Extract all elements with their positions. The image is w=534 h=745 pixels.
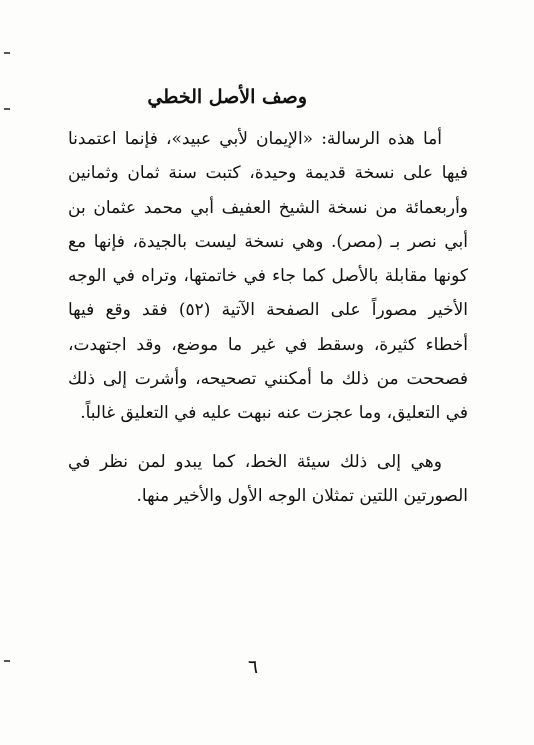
page-number: ٦ <box>247 656 259 678</box>
scan-speck <box>4 660 10 662</box>
section-heading: وصف الأصل الخطي <box>147 86 307 108</box>
paragraph-manuscript-description: أما هذه الرسالة: «الإيمان لأبي عبيد»، فإنما اعتمدنا فيها على نسخة قديمة وحيدة، كتبت سنة ثمان وثمانين وأربعمائة من نسخة الشيخ العفيف أبي محمد عثمان بن أبي نصر بـ (مصر). وهي نسخة ليست بالجيدة، فإنها مع كونها مقابلة بالأصل كما جاء في خاتمتها، وتراه في الوجه الأخير مصوراً على الصفحة الآتية (٥٢) فقد وقع فيها أخطاء كثيرة، وسقط في غير ما موضع، وقد اجتهدت، فصححت من ذلك ما أمكنني تصحيحه، وأشرت إلى ذلك في التعليق، وما عجزت عنه نبهت عليه في التعليق غالباً. <box>68 129 468 424</box>
scan-speck <box>4 108 10 110</box>
scan-speck <box>4 52 10 54</box>
body-text <box>68 122 468 513</box>
paragraph-handwriting-note: وهي إلى ذلك سيئة الخط، كما يبدو لمن نظر في الصورتين اللتين تمثلان الوجه الأول والأخير منها. <box>68 451 468 506</box>
